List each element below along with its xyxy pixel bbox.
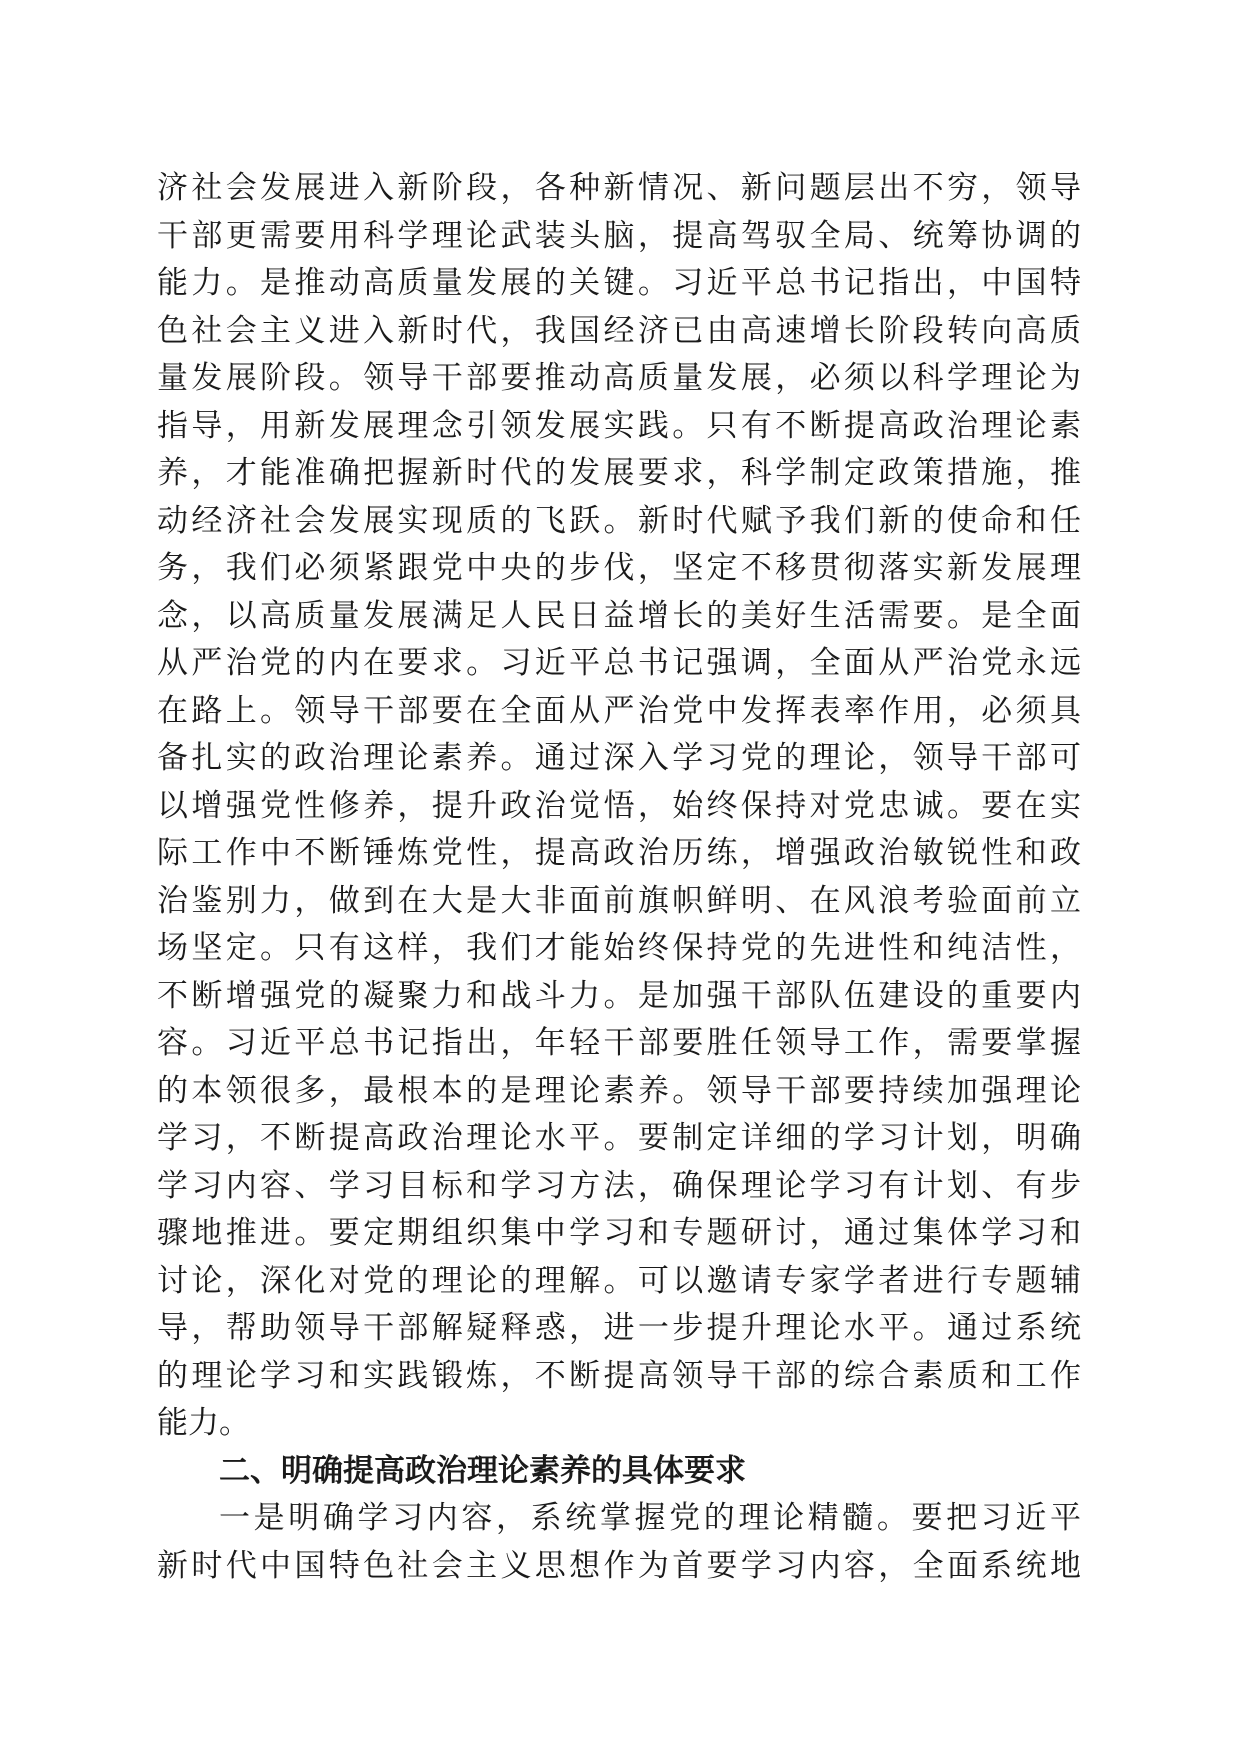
- text-line: 一是明确学习内容，系统掌握党的理论精髓。要把习近平: [219, 1500, 1081, 1536]
- text-line: 学习，不断提高政治理论水平。要制定详细的学习计划，明确: [157, 1120, 1081, 1156]
- text-line: 的理论学习和实践锻炼，不断提高领导干部的综合素质和工作: [157, 1357, 1081, 1394]
- document-body: [157, 165, 1081, 1590]
- section-heading: 二、明确提高政治理论素养的具体要求: [219, 1452, 746, 1489]
- text-line: 干部更需要用科学理论武装头脑，提高驾驭全局、统筹协调的: [157, 217, 1081, 254]
- text-line: 骤地推进。要定期组织集中学习和专题研讨，通过集体学习和: [157, 1215, 1081, 1251]
- text-line: 能力。是推动高质量发展的关键。习近平总书记指出，中国特: [157, 265, 1081, 301]
- text-line: 量发展阶段。领导干部要推动高质量发展，必须以科学理论为: [157, 360, 1081, 396]
- text-line: 务，我们必须紧跟党中央的步伐，坚定不移贯彻落实新发展理: [157, 550, 1081, 586]
- text-line: 的本领很多，最根本的是理论素养。领导干部要持续加强理论: [157, 1072, 1081, 1109]
- text-line: 养，才能准确把握新时代的发展要求，科学制定政策措施，推: [157, 455, 1081, 491]
- text-line: 以增强党性修养，提升政治觉悟，始终保持对党忠诚。要在实: [157, 787, 1081, 824]
- text-line: 容。习近平总书记指出，年轻干部要胜任领导工作，需要掌握: [157, 1025, 1081, 1061]
- text-line: 讨论，深化对党的理论的理解。可以邀请专家学者进行专题辅: [157, 1262, 1081, 1299]
- text-line: 场坚定。只有这样，我们才能始终保持党的先进性和纯洁性，: [157, 930, 1081, 966]
- text-line: 治鉴别力，做到在大是大非面前旗帜鲜明、在风浪考验面前立: [157, 882, 1081, 919]
- text-line: 能力。: [157, 1405, 250, 1441]
- text-line: 念，以高质量发展满足人民日益增长的美好生活需要。是全面: [157, 597, 1081, 634]
- text-line: 色社会主义进入新时代，我国经济已由高速增长阶段转向高质: [157, 312, 1081, 349]
- text-line: 指导，用新发展理念引领发展实践。只有不断提高政治理论素: [157, 407, 1081, 444]
- text-line: 济社会发展进入新阶段，各种新情况、新问题层出不穷，领导: [157, 170, 1081, 206]
- text-line: 动经济社会发展实现质的飞跃。新时代赋予我们新的使命和任: [157, 502, 1081, 539]
- text-line: 学习内容、学习目标和学习方法，确保理论学习有计划、有步: [157, 1167, 1081, 1204]
- text-line: 导，帮助领导干部解疑释惑，进一步提升理论水平。通过系统: [157, 1310, 1081, 1346]
- text-line: 在路上。领导干部要在全面从严治党中发挥表率作用，必须具: [157, 692, 1081, 729]
- text-line: 不断增强党的凝聚力和战斗力。是加强干部队伍建设的重要内: [157, 977, 1081, 1014]
- text-line: 际工作中不断锤炼党性，提高政治历练，增强政治敏锐性和政: [157, 835, 1081, 871]
- text-line: 备扎实的政治理论素养。通过深入学习党的理论，领导干部可: [157, 740, 1081, 776]
- text-line: 从严治党的内在要求。习近平总书记强调，全面从严治党永远: [157, 645, 1081, 681]
- paragraph-continued: [157, 165, 1081, 1448]
- text-line: 新时代中国特色社会主义思想作为首要学习内容，全面系统地: [157, 1547, 1081, 1584]
- paragraph-section2: [157, 1495, 1081, 1590]
